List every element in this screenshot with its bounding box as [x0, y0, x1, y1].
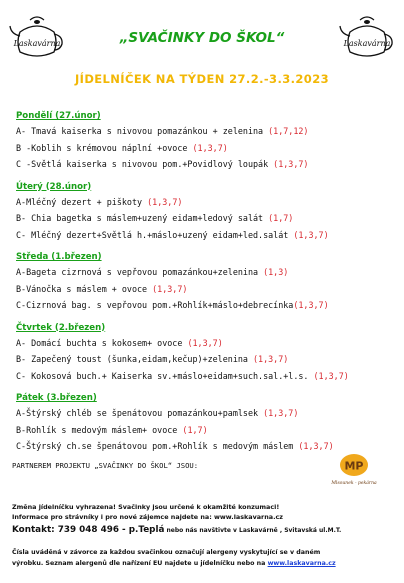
allergen-codes: (1,3) [263, 267, 289, 277]
menu-item: C- Mléčný dezert+Světlá h.+máslo+uzený eidam+led.salát (1,3,7) [16, 229, 329, 240]
menu-item: C-Cizrnová bag. s vepřovou pom.+Rohlík+máslo+debrecínka(1,3,7) [16, 300, 329, 310]
svg-text:Laskavárna: Laskavárna [343, 39, 391, 48]
menu-item: B -Koblih s krémovou náplní +ovoce (1,3,7) [16, 142, 228, 153]
menu-item: A-Mléčný dezert + piškoty (1,3,7) [16, 196, 183, 207]
allergen-codes: (1,3,7) [152, 283, 188, 294]
allergen-codes: (1,7) [268, 213, 294, 223]
page-title: „SVAČINKY DO ŠKOL“ [119, 30, 285, 46]
menu-item: A-Bageta cizrnová s vepřovou pomazánkou+zelenina (1,3) [16, 267, 289, 277]
menu-item: B-Rohlík s medovým máslem+ ovoce (1,7) [16, 424, 208, 435]
footer-allergen-note: Čísla uváděná v závorce za každou svačinkou označují alergeny vyskytující se v daném [12, 549, 321, 556]
day-thursday [16, 322, 400, 385]
footer-allergen-list: výrobku. Seznam alergenů dle nařízení EU najdete u jídelníčku nebo na www.laskavarna.cz [12, 560, 336, 567]
day-wednesday [16, 251, 400, 314]
day-monday [16, 110, 400, 173]
menu-item: C-Štýrský ch.se špenátovou pom.+Rohlík s medovým máslem (1,3,7) [16, 441, 334, 451]
weekly-menu [16, 110, 400, 463]
menu-item: C -Světlá kaiserka s nivovou pom.+Povidlový loupák (1,3,7) [16, 159, 309, 169]
allergen-codes: (1,7,12) [268, 126, 309, 136]
menu-week-subtitle: JÍDELNÍČEK NA TÝDEN 27.2.-3.3.2023 [75, 72, 329, 86]
website-link[interactable]: www.laskavarna.cz [213, 513, 284, 521]
svg-text:Mlsounek - pekárna: Mlsounek - pekárna [331, 481, 377, 486]
allergen-codes: (1,3,7) [263, 408, 299, 418]
allergen-codes: (1,3,7) [313, 370, 349, 381]
footer-contact: Kontakt: 739 048 496 - p.Teplá nebo nás navštivte v Laskavárně , Svitavská ul.M.T. [12, 525, 342, 535]
day-title: Pondělí (27.únor) [16, 111, 101, 121]
allergen-codes: (1,3,7) [293, 300, 329, 310]
day-title: Pátek (3.březen) [16, 393, 97, 403]
day-friday [16, 392, 400, 455]
menu-item: A-Štýrský chléb se špenátovou pomazánkou+pamlsek (1,3,7) [16, 408, 299, 418]
mlsounek-bakery-logo [330, 452, 378, 488]
allergen-codes: (1,3,7) [187, 337, 223, 348]
partner-line: PARTNEREM PROJEKTU „SVAČINKY DO ŠKOL“ JSOU: [12, 461, 199, 470]
footer-info: Informace pro strávníky i pro nové zájemce najdete na: www.laskavarna.cz [12, 513, 284, 521]
day-title: Čtvrtek (2.březen) [16, 322, 106, 333]
allergen-codes: (1,3,7) [273, 159, 309, 169]
allergen-codes: (1,3,7) [293, 229, 329, 240]
menu-item: C- Kokosová buch.+ Kaiserka sv.+máslo+eidam+such.sal.+l.s. (1,3,7) [16, 370, 349, 381]
footer-change-notice: Změna jídelníčku vyhrazena! Svačinky jsou určené k okamžité konzumaci! [12, 503, 280, 511]
menu-item: B-Vánočka s máslem + ovoce (1,3,7) [16, 283, 188, 294]
menu-item: B- Chia bagetka s máslem+uzený eidam+ledový salát (1,7) [16, 213, 294, 223]
menu-item: B- Zapečený toust (šunka,eidam,kečup)+zelenina (1,3,7) [16, 354, 289, 364]
allergen-codes: (1,7) [182, 424, 208, 435]
menu-item: A- Domácí buchta s kokosem+ ovoce (1,3,7) [16, 337, 223, 348]
allergen-codes: (1,3,7) [192, 142, 228, 153]
day-tuesday [16, 181, 400, 244]
website-link[interactable]: www.laskavarna.cz [267, 560, 336, 567]
day-title: Úterý (28.únor) [16, 181, 92, 192]
svg-text:MP: MP [344, 459, 364, 473]
day-title: Středa (1.březen) [16, 252, 102, 262]
allergen-codes: (1,3,7) [147, 196, 183, 207]
allergen-codes: (1,3,7) [298, 441, 334, 451]
svg-text:Laskavárna: Laskavárna [13, 39, 61, 48]
menu-item: A- Tmavá kaiserka s nivovou pomazánkou + zelenina (1,7,12) [16, 126, 309, 136]
allergen-codes: (1,3,7) [252, 354, 289, 364]
